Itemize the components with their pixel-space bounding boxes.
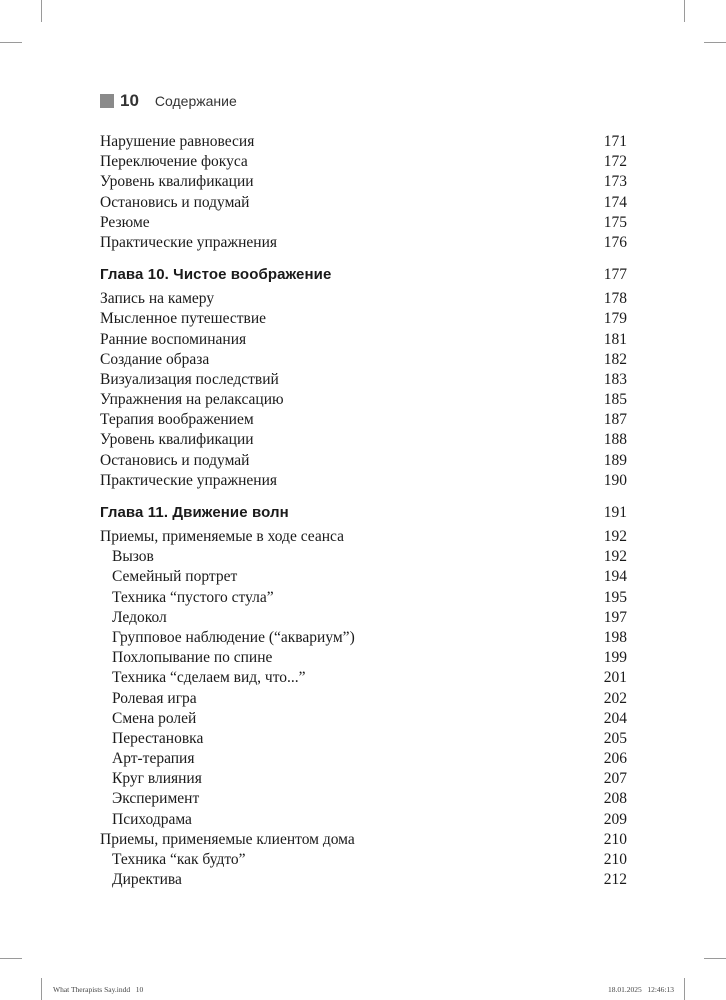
toc-entry-page: 182 <box>603 350 627 368</box>
toc-entry-page: 190 <box>603 471 627 489</box>
toc-subentry <box>100 648 627 668</box>
toc-entry-page: 174 <box>603 193 627 211</box>
toc-entry-title: Приемы, применяемые клиентом дома <box>100 830 355 848</box>
toc-block-2 <box>100 289 627 491</box>
toc-entry-page: 192 <box>603 528 627 545</box>
chapter-title: Глава 11. Движение волн <box>100 504 289 521</box>
toc-entry-title: Смена ролей <box>112 709 197 727</box>
toc-entry-title: Ледокол <box>112 608 167 626</box>
toc-entry-page: 210 <box>603 851 627 868</box>
toc-entry-page: 206 <box>603 750 627 768</box>
toc-entry <box>100 451 627 471</box>
toc-entry-page: 204 <box>603 709 627 727</box>
crop-mark <box>684 978 685 1000</box>
crop-mark <box>684 0 685 22</box>
page-number: 10 <box>120 91 139 110</box>
toc-entry-page: 197 <box>603 608 627 626</box>
toc-entry-title: Запись на камеру <box>100 290 215 308</box>
toc-entry-title: Терапия воображением <box>100 411 254 429</box>
toc-entry-page: 208 <box>603 790 627 808</box>
table-of-contents <box>100 132 627 890</box>
toc-entry <box>100 152 627 172</box>
toc-entry-title: Практические упражнения <box>100 233 278 251</box>
toc-subentry <box>100 729 627 749</box>
toc-subentry <box>100 628 627 648</box>
chapter-page: 177 <box>603 266 627 284</box>
toc-entry <box>100 289 627 309</box>
toc-entry-page: 212 <box>603 871 627 889</box>
toc-entry-title: Уровень квалификации <box>100 173 254 191</box>
crop-mark <box>0 958 22 959</box>
toc-entry-page: 173 <box>603 173 627 191</box>
toc-block-3 <box>100 527 627 890</box>
toc-entry-title: Создание образа <box>100 350 210 368</box>
slug-timestamp: 18.01.2025 12:46:13 <box>607 985 674 994</box>
slug-filename: What Therapists Say.indd 10 <box>53 985 144 994</box>
toc-entry-page: 209 <box>603 810 627 828</box>
toc-entry-page: 188 <box>603 431 627 449</box>
toc-entry-page: 185 <box>603 391 627 409</box>
toc-entry <box>100 213 627 233</box>
toc-entry <box>100 410 627 430</box>
toc-entry-title: Психодрама <box>112 810 192 828</box>
toc-entry-page: 172 <box>603 153 627 171</box>
toc-entry-title: Визуализация последствий <box>100 370 279 388</box>
toc-entry <box>100 430 627 450</box>
toc-entry-page: 179 <box>603 310 627 328</box>
toc-entry-title: Резюме <box>100 213 150 231</box>
toc-entry <box>100 193 627 213</box>
toc-subentry <box>100 588 627 608</box>
toc-entry-title: Переключение фокуса <box>100 153 248 171</box>
toc-block-1 <box>100 132 627 253</box>
toc-entry-title: Семейный портрет <box>112 568 238 586</box>
toc-entry <box>100 350 627 370</box>
crop-mark <box>41 978 42 1000</box>
running-header <box>100 91 237 111</box>
toc-subentry <box>100 547 627 567</box>
toc-entry-title: Нарушение равновесия <box>100 133 255 150</box>
toc-entry-page: 183 <box>603 370 627 388</box>
toc-entry <box>100 390 627 410</box>
toc-entry <box>100 471 627 491</box>
toc-entry-title: Похлопывание по спине <box>112 649 273 667</box>
toc-subentry <box>100 668 627 688</box>
toc-entry-page: 198 <box>603 628 627 646</box>
toc-entry-title: Остановись и подумай <box>100 451 250 469</box>
toc-entry-page: 195 <box>603 588 627 606</box>
toc-entry-title: Директива <box>112 871 182 889</box>
toc-entry <box>100 132 627 152</box>
toc-entry-title: Техника “как будто” <box>112 851 246 868</box>
toc-entry-page: 194 <box>603 568 627 586</box>
toc-entry-title: Практические упражнения <box>100 471 278 489</box>
toc-entry <box>100 309 627 329</box>
crop-mark <box>704 958 726 959</box>
toc-subentry <box>100 789 627 809</box>
toc-entry-title: Уровень квалификации <box>100 431 254 449</box>
toc-entry <box>100 527 627 547</box>
toc-entry-title: Упражнения на релаксацию <box>100 391 284 409</box>
section-title: Содержание <box>154 93 237 109</box>
chapter-heading-10 <box>100 262 627 288</box>
toc-entry-page: 199 <box>603 649 627 667</box>
toc-entry-page: 171 <box>603 133 627 150</box>
toc-subentry <box>100 850 627 870</box>
toc-subentry <box>100 567 627 587</box>
chapter-title: Глава 10. Чистое воображение <box>100 266 332 284</box>
toc-entry-page: 207 <box>603 770 627 788</box>
toc-entry-page: 187 <box>603 411 627 429</box>
toc-entry-title: Приемы, применяемые в ходе сеанса <box>100 528 344 545</box>
toc-entry <box>100 370 627 390</box>
toc-entry-title: Мысленное путешествие <box>100 310 267 328</box>
toc-entry-page: 201 <box>603 669 627 687</box>
toc-entry-title: Ролевая игра <box>112 689 197 707</box>
toc-entry-title: Групповое наблюдение (“аквариум”) <box>112 628 355 646</box>
toc-entry <box>100 830 627 850</box>
toc-entry <box>100 233 627 253</box>
toc-subentry <box>100 689 627 709</box>
toc-entry-title: Техника “сделаем вид, что...” <box>112 669 306 687</box>
toc-subentry <box>100 769 627 789</box>
toc-subentry <box>100 870 627 890</box>
toc-entry-page: 192 <box>603 548 627 566</box>
toc-entry-title: Техника “пустого стула” <box>112 588 274 606</box>
toc-entry-title: Эксперимент <box>112 790 200 808</box>
toc-entry-page: 189 <box>603 451 627 469</box>
toc-subentry <box>100 709 627 729</box>
crop-mark <box>704 42 726 43</box>
toc-entry-page: 210 <box>603 830 627 848</box>
toc-entry-title: Ранние воспоминания <box>100 330 247 348</box>
toc-entry-page: 175 <box>603 213 627 231</box>
toc-entry-title: Перестановка <box>112 729 204 747</box>
toc-entry-title: Круг влияния <box>112 770 202 788</box>
toc-entry-page: 202 <box>603 689 627 707</box>
toc-entry <box>100 330 627 350</box>
toc-entry-page: 205 <box>603 729 627 747</box>
toc-entry <box>100 172 627 192</box>
toc-entry-title: Арт-терапия <box>112 750 195 768</box>
chapter-page: 191 <box>603 504 627 521</box>
toc-entry-title: Остановись и подумай <box>100 193 250 211</box>
crop-mark <box>0 42 22 43</box>
toc-entry-title: Вызов <box>112 548 154 566</box>
header-square-icon <box>100 94 114 108</box>
toc-entry-page: 181 <box>603 330 627 348</box>
toc-subentry <box>100 810 627 830</box>
toc-entry-page: 178 <box>603 290 627 308</box>
toc-subentry <box>100 749 627 769</box>
toc-subentry <box>100 608 627 628</box>
chapter-heading-11 <box>100 500 627 526</box>
toc-entry-page: 176 <box>603 233 627 251</box>
crop-mark <box>41 0 42 22</box>
